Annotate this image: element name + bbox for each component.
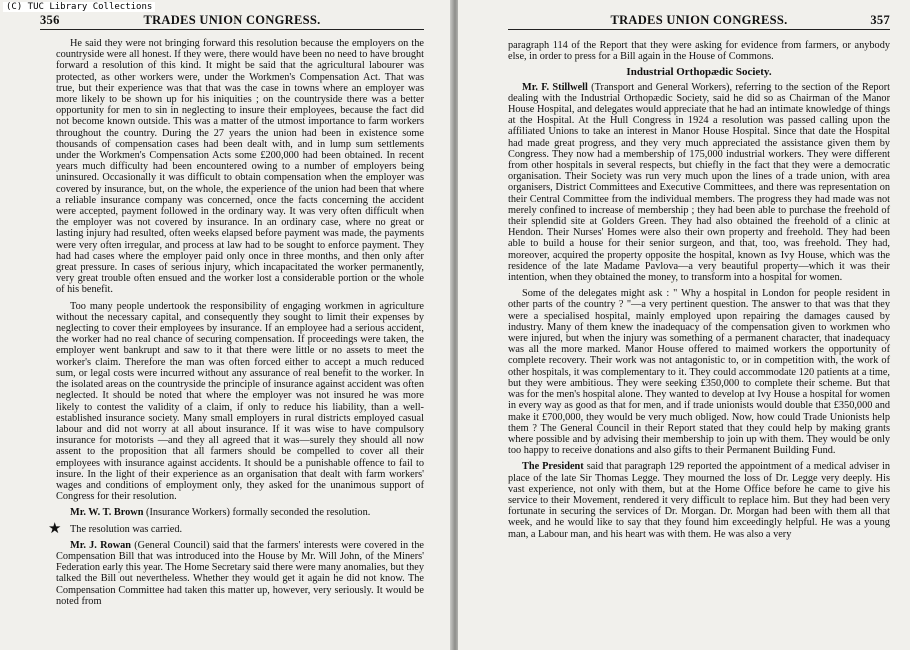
speaker-text: (Insurance Workers) formally seconded the resolution. (143, 507, 371, 519)
left-page-body (48, 38, 424, 607)
paragraph: Some of the delegates might ask : " Why a hospital in London for people resident in other parts of the country ? "—a very pertinent question. The answer to that was that they were a specialised hospital, mainly employed upon repairing the damages caused by industry. Many of them knew the inadequacy of the compensation given to workmen who were injured, but when the injury was something of a permanent character, that inadequacy was all the more marked. Manor House offered to maimed workers the opportunity of complete recovery. Their work was not antagonistic to, or in competition with, the work of other hospitals, it was complementary to it. They could accommodate 120 patients at a time, but they were ambitious. They were seeking £350,000 to complete their scheme. But that was for the men's hospital alone. They wanted to develop at Ivy House a hospital for women in every way as good as that for men, and if trade unionists would double that £350,000 and make it £700,000, they would be very much obliged. Now, how could Trade Unionists help them ? The General Council in their Report stated that they could help by making grants where possible and by advising their membership to join up with them. They would be only too happy to receive donations and also gifts to their Permanent Building Fund. (508, 288, 890, 457)
left-page-number: 356 (40, 13, 60, 27)
collection-watermark: (C) TUC Library Collections (3, 2, 155, 12)
section-heading: Industrial Orthopædic Society. (626, 66, 772, 79)
speaker-text: (General Council) said that the farmers' interests were covered in the Compensation Bill that was introduced into the House by Mr. Will John, of the Miners' Federation early this year. The Home Secretary said there were many anomalies, but they talked the Bill out nevertheless. Whether they would get it again he did not know. The Compensation Committee had taken this matter up, however, very seriously. It would be noted from (56, 539, 424, 607)
right-page (458, 0, 910, 650)
right-header-title: TRADES UNION CONGRESS. (610, 13, 788, 27)
speaker-text: said that paragraph 129 reported the appointment of a medical adviser in place of the late Sir Thomas Legge. They mourned the loss of Dr. Legge very deeply. His vast experience, not only with them, but at the Home Office before he came to give his service to their Movement, rendered it very difficult to replace him. But they had been very fortunate in securing the services of Dr. Morgan. Dr. Morgan had been with them all that week, and he would like to say that they found him exceedingly helpful. He was a young man, a Labour man, and his heart was with them. He was also a very (508, 461, 890, 540)
right-running-head (508, 13, 890, 30)
stillwell-paragraph (508, 82, 890, 284)
star-icon: ★ (48, 520, 62, 537)
rowan-paragraph (56, 540, 424, 607)
speaker-name: Mr. J. Rowan (70, 539, 131, 551)
speaker-text: (Transport and General Workers), referring to the section of the Report dealing with the Industrial Orthopædic Society, said he did so as Chairman of the Manor House Hospital, and delegates would appreciate that he had an intimate knowledge of things at the Hospital. At the Hull Congress in 1924 a resolution was passed calling upon the affiliated Unions to take an interest in Manor House Hospital. Since that date the Hospital had made great progress, and they very much appreciated the assistance given them by Congress. They now had a membership of 175,000 industrial workers. They were different from other hospitals in several respects, but chiefly in the fact that they were a democratic organisation. Their Society was run very much upon the lines of a trade union, with area organisers, District Committees and Executive Committees, and there was representation on their Central Committee from the individual members. The progress they had made was not merely confined to increase of membership ; they had been able to purchase the freehold of their splendid site at Golders Green. They had also obtained the freehold of a clinic at Hendon. Their Nurses' Homes were also their own property and freehold. They had been able to build a house for their senior surgeon, and that, too, was freehold. They had, moreover, acquired the property opposite the hospital, known as Ivy House, which was the residence of the late Madame Pavlova—a very beautiful property—which it was their intention, when they obtained the money, to transform into a hospital for women. (508, 81, 891, 284)
resolution-carried (48, 520, 424, 537)
president-paragraph (508, 461, 890, 539)
left-header-title: TRADES UNION CONGRESS. (143, 13, 321, 27)
paragraph: He said they were not bringing forward this resolution because the employers on the countryside were all honest. If they were, there would have been no need to have brought forward a resolution of this kind. It might be said that the agricultural labourer was protected, as other workers were, under the Workmen's Compensation Act. That was true, but their experience was that that was the case in towns where an employer was more likely to be shown up for his iniquities ; on the countryside there was a better opportunity for men to sin in neglecting to insure their employees, because the fact did not become known outside. This was a matter of the utmost importance to farm workers throughout the country. During the 27 years the union had been in existence some thousands of compensation cases had been dealt with, and in lump sum settlements under the Workmen's Compensation Acts some £200,000 had been obtained. In recent years much difficulty had been encountered owing to a number of employers being uninsured. Occasionally it was difficult to obtain compensation when the employer was covered by insurance, but, on the whole, the experience of the union had been that where a reliable insurance company was concerned, once the facts concerning the accident were accepted, payment followed in the ordinary way. It was very often difficult when the employer was not covered by insurance. In an ordinary case, where no great or lasting injury had resulted, often weeks elapsed before payment was made, the payments were very often irregular, and process at law had to be sought to enforce payment. They had had cases where the employer paid only once in three months, and then only after great pressure. In cases of serious injury, which incapacitated the worker permanently, very great trouble often ensued and the worker lost a considerable portion or the whole of his benefit. (56, 38, 424, 296)
speaker-name: Mr. F. Stillwell (522, 81, 588, 93)
speaker-name: Mr. W. T. Brown (70, 507, 144, 519)
speaker-name: The President (522, 461, 584, 473)
right-page-number: 357 (870, 13, 890, 27)
seconder-paragraph (56, 507, 424, 518)
left-running-head (40, 13, 424, 30)
carried-text: The resolution was carried. (70, 523, 183, 535)
continued-paragraph: paragraph 114 of the Report that they were asking for evidence from farmers, or anybody else, in order to press for a Bill again in the House of Commons. (508, 40, 890, 63)
paragraph: Too many people undertook the responsibility of engaging workmen in agriculture without the necessary capital, and consequently they sought to limit their expenses by neglecting to cover their employees by insurance. If an employee had a serious accident, the worker had no real chance of securing compensation. If proceedings were taken, the employer went bankrupt and saw to it that there were little or no assets to meet the worker's claim. Therefore the man was often forced either to accept a much reduced sum, or legal costs were incurred without any assurance of real benefit to the worker. In the isolated areas on the countryside the principle of insurance against accident was often neglected. It should be noted that where the employer was not insured he was more likely to contest the validity of a claim, if only to reduce his liability, than a well-established insurance society. Many small employers in rural districts employed casual labour and did not worry at all about insurance. If it was wise to have compulsory insurance for motorists —and they all agreed that it was—surely they should all now assent to the proposition that all farmers should be compelled to cover all their employees with insurance against accidents. It should be a punishable offence to fail to insure. In the light of their experience as an organisation that dealt with farm workers' wages and conditions of employment only, they asked for the unanimous support of Congress for their resolution. (56, 300, 424, 503)
left-page (0, 0, 452, 650)
right-page-body (508, 40, 890, 540)
